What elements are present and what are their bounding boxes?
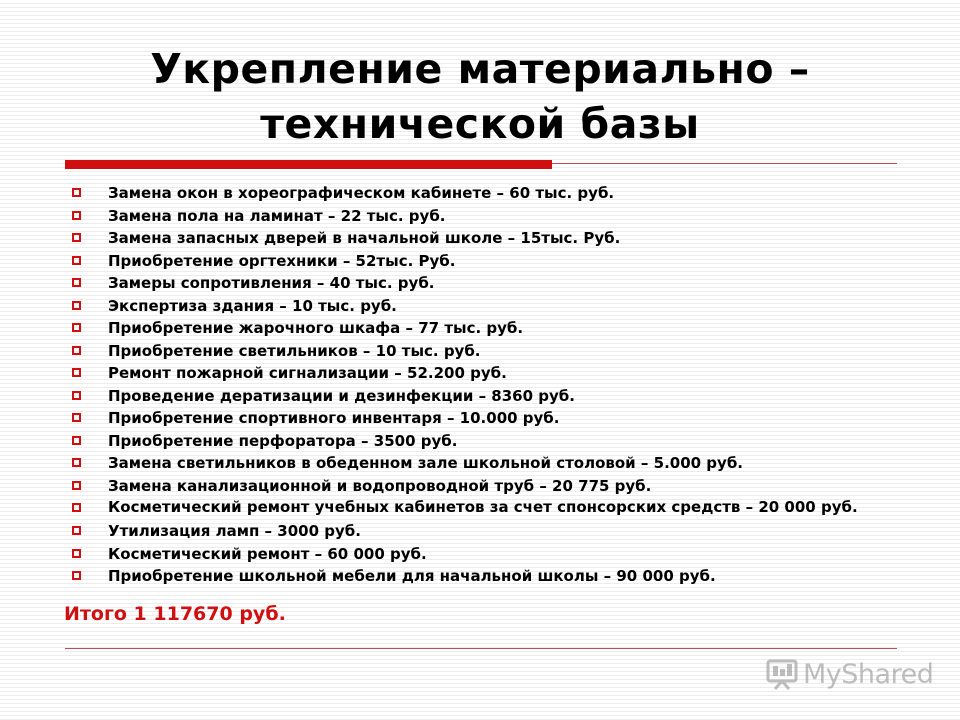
list-item-text: Косметический ремонт – 60 000 руб.	[108, 544, 427, 563]
square-bullet-icon	[72, 188, 81, 197]
slide-title	[0, 42, 960, 152]
square-bullet-icon	[72, 503, 81, 512]
square-bullet-icon	[72, 301, 81, 310]
list-item	[70, 407, 918, 430]
square-bullet-icon	[72, 346, 81, 355]
list-item-text: Утилизация ламп – 3000 руб.	[108, 522, 361, 540]
list-item-text: Приобретение светильников – 10 тыс. руб.	[108, 341, 481, 360]
presentation-board-icon	[765, 657, 799, 691]
list-item-text: Косметический ремонт учебных кабинетов за счет спонсорских средств – 20 000 руб.	[108, 498, 858, 516]
square-bullet-icon	[72, 323, 81, 332]
list-item	[70, 362, 918, 385]
list-item	[70, 430, 918, 453]
list-item	[70, 475, 918, 498]
list-item-text: Замеры сопротивления – 40 тыс. руб.	[108, 274, 435, 292]
square-bullet-icon	[72, 211, 81, 220]
square-bullet-icon	[72, 458, 81, 467]
list-item-text: Ремонт пожарной сигнализации – 52.200 руб.	[108, 364, 507, 382]
square-bullet-icon	[72, 391, 81, 400]
list-item	[70, 565, 918, 588]
list-item-text: Приобретение оргтехники – 52тыс. Руб.	[108, 251, 456, 270]
square-bullet-icon	[72, 413, 81, 422]
list-item-text: Замена запасных дверей в начальной школе – 15тыс. Руб.	[108, 229, 621, 247]
square-bullet-icon	[72, 368, 81, 377]
square-bullet-icon	[72, 278, 81, 287]
list-item	[70, 250, 918, 273]
list-item	[70, 182, 918, 205]
list-item	[70, 520, 918, 543]
slide-title-line-2: технической базы	[260, 100, 700, 148]
square-bullet-icon	[72, 481, 81, 490]
list-item	[70, 340, 918, 363]
list-item-text: Приобретение спортивного инвентаря – 10.000 руб.	[108, 409, 560, 427]
total-amount: Итого 1 117670 руб.	[64, 603, 286, 625]
list-item	[70, 543, 918, 566]
footer-divider-line	[65, 648, 897, 649]
title-underline-bar	[65, 160, 552, 169]
list-item	[70, 205, 918, 228]
watermark-text: MyShared	[803, 658, 934, 690]
title-divider-line	[552, 163, 897, 164]
list-item	[70, 295, 918, 318]
square-bullet-icon	[72, 571, 81, 580]
list-item-text: Замена светильников в обеденном зале школьной столовой – 5.000 руб.	[108, 454, 743, 472]
list-item	[70, 272, 918, 295]
list-item-text: Приобретение перфоратора – 3500 руб.	[108, 431, 458, 450]
list-item-text: Замена канализационной и водопроводной труб – 20 775 руб.	[108, 476, 652, 495]
list-item	[70, 500, 918, 515]
watermark	[765, 655, 933, 693]
square-bullet-icon	[72, 549, 81, 558]
list-item-text: Замена пола на ламинат – 22 тыс. руб.	[108, 206, 446, 225]
expense-list	[70, 182, 918, 588]
list-item-text: Замена окон в хореографическом кабинете – 60 тыс. руб.	[108, 184, 615, 202]
square-bullet-icon	[72, 526, 81, 535]
list-item-text: Проведение дератизации и дезинфекции – 8360 руб.	[108, 386, 575, 405]
list-item	[70, 227, 918, 250]
square-bullet-icon	[72, 436, 81, 445]
list-item-text: Приобретение школьной мебели для начальной школы – 90 000 руб.	[108, 567, 716, 585]
square-bullet-icon	[72, 256, 81, 265]
list-item	[70, 317, 918, 340]
list-item-text: Приобретение жарочного шкафа – 77 тыс. руб.	[108, 319, 524, 337]
list-item	[70, 452, 918, 475]
square-bullet-icon	[72, 233, 81, 242]
list-item-text: Экспертиза здания – 10 тыс. руб.	[108, 296, 397, 315]
slide-title-line-1: Укрепление материально –	[150, 45, 810, 93]
list-item	[70, 385, 918, 408]
